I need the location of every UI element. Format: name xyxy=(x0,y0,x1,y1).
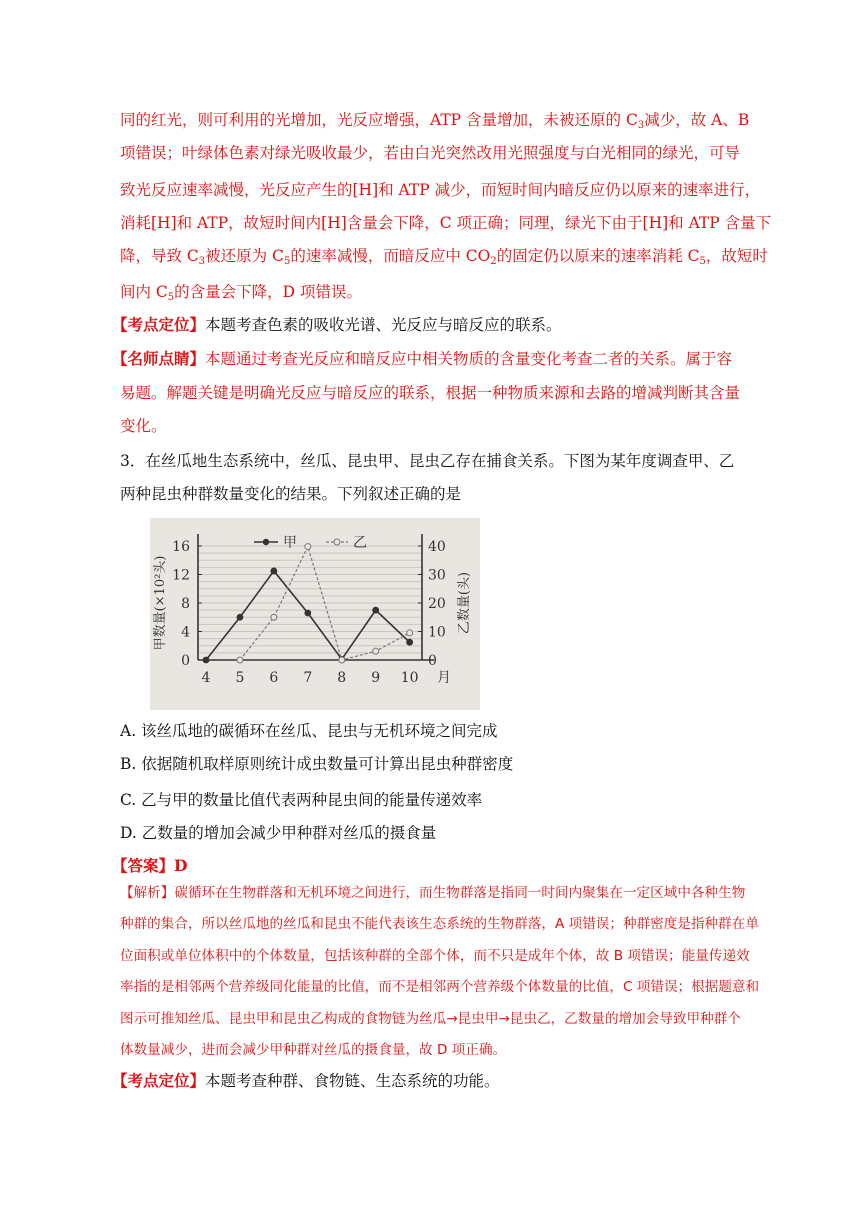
mingshi-section xyxy=(112,349,732,369)
data-point-jia xyxy=(270,568,277,575)
legend-marker-yi xyxy=(334,539,340,545)
question-line-2: 两种昆虫种群数量变化的结果。下列叙述正确的是 xyxy=(120,485,462,503)
x-tick-label: 7 xyxy=(303,670,313,686)
data-point-yi xyxy=(305,544,311,550)
data-point-yi xyxy=(373,648,379,654)
left-tick-label: 12 xyxy=(172,567,190,584)
data-point-yi xyxy=(407,630,413,636)
mingshi-line-3: 变化。 xyxy=(120,417,167,435)
left-tick-label: 8 xyxy=(181,596,190,612)
right-tick-label: 40 xyxy=(428,539,446,555)
right-tick-label: 20 xyxy=(428,596,446,612)
x-tick-label: 10 xyxy=(400,670,419,686)
kaodian-text-2: 本题考查种群、食物链、生态系统的功能。 xyxy=(205,1072,500,1090)
data-point-jia xyxy=(203,657,210,664)
x-tick-label: 4 xyxy=(201,670,211,686)
legend-label-yi: 乙 xyxy=(353,535,367,551)
left-tick-label: 4 xyxy=(181,624,190,641)
analysis-line-6: 体数量减少，进而会减少甲种群对丝瓜的摄食量，故 D 项正确。 xyxy=(120,1042,507,1058)
kaodian-text: 本题考查色素的吸收光谱、光反应与暗反应的联系。 xyxy=(205,316,562,334)
x-tick-label: 8 xyxy=(337,670,347,686)
left-tick-label: 0 xyxy=(181,653,190,669)
x-unit-label: 月 xyxy=(437,670,451,686)
x-tick-label: 5 xyxy=(235,670,245,686)
kaodian-section-2 xyxy=(112,1071,500,1091)
x-tick-label: 6 xyxy=(269,670,279,686)
data-point-yi xyxy=(339,657,345,663)
analysis-line-4: 率指的是相邻两个营养级同化能量的比值，而不是相邻两个营养级个体数量的比值，C 项错误；根据题意和 xyxy=(120,979,760,995)
right-axis-label: 乙数量(头) xyxy=(457,571,472,635)
data-point-jia xyxy=(406,639,413,646)
right-tick-label: 10 xyxy=(428,624,446,641)
explanation-line-2: 项错误；叶绿体色素对绿光吸收最少，若由白光突然改用光照强度与白光相同的绿光，可导 xyxy=(120,144,741,162)
analysis-line-5: 图示可推知丝瓜、昆虫甲和昆虫乙构成的食物链为丝瓜→昆虫甲→昆虫乙，乙数量的增加会导致甲种群个 xyxy=(120,1011,741,1027)
analysis-line-2: 种群的集合，所以丝瓜地的丝瓜和昆虫不能代表该生态系统的生物群落，A 项错误；种群密度是指种群在单 xyxy=(120,916,759,932)
chart-svg xyxy=(150,518,480,710)
data-point-yi xyxy=(271,614,277,620)
question-line-1: 3．在丝瓜地生态系统中，丝瓜、昆虫甲、昆虫乙存在捕食关系。下图为某年度调查甲、乙 xyxy=(120,452,735,470)
population-chart xyxy=(150,518,480,710)
option-b: B. 依据随机取样原则统计成虫数量可计算出昆虫种群密度 xyxy=(120,755,514,773)
kaodian-label: 【考点定位】 xyxy=(112,315,206,334)
data-point-jia xyxy=(372,607,379,614)
option-a: A. 该丝瓜地的碳循环在丝瓜、昆虫与无机环境之间完成 xyxy=(120,722,498,740)
legend-label-jia: 甲 xyxy=(283,535,297,551)
left-tick-label: 16 xyxy=(172,539,190,555)
right-tick-label: 30 xyxy=(428,567,446,584)
option-c: C. 乙与甲的数量比值代表两种昆虫间的能量传递效率 xyxy=(120,791,483,809)
mingshi-line-1: 本题通过考查光反应和暗反应中相关物质的含量变化考查二者的关系。属于容 xyxy=(205,350,733,368)
explanation-line-6: 间内 $C_5$的含量会下降，D 项错误。 xyxy=(120,283,363,303)
option-d: D. 乙数量的增加会减少甲种群对丝瓜的摄食量 xyxy=(120,824,437,842)
left-axis-label: 甲数量(×10²头) xyxy=(153,555,168,651)
kaodian-section-1 xyxy=(112,315,562,335)
explanation-line-3: 致光反应速率减慢，光反应产生的[H]和 ATP 减少，而短时间内暗反应仍以原来的速率进行， xyxy=(120,181,761,199)
explanation-line-5: 降，导致 $C_3$被还原为 $C_5$的速率减慢，而暗反应中 $CO_2$的固定仍以原来的速率消耗 $C_5$，故短时 xyxy=(120,247,768,267)
x-tick-label: 9 xyxy=(371,670,381,686)
analysis-line-1: 【解析】碳循环在生物群落和无机环境之间进行，而生物群落是指同一时间内聚集在一定区域中各种生物 xyxy=(120,885,746,901)
kaodian-label-2: 【考点定位】 xyxy=(112,1071,206,1090)
right-tick-label: 0 xyxy=(428,653,437,669)
explanation-line-1: 同的红光，则可利用的光增加，光反应增强，ATP 含量增加，未被还原的 $C_3$减少，故 A、B xyxy=(120,111,750,131)
data-point-jia xyxy=(237,614,244,621)
analysis-line-3: 位面积或单位体积中的个体数量，包括该种群的全部个体，而不只是成年个体，故 B 项错误；能量传递效 xyxy=(120,948,750,964)
answer-label: 【答案】D xyxy=(112,856,188,875)
legend-marker-jia xyxy=(263,539,269,545)
data-point-yi xyxy=(237,657,243,663)
question-number: 3． xyxy=(120,452,146,470)
explanation-line-4: 消耗[H]和 ATP，故短时间内[H]含量会下降，C 项正确；同理，绿光下由于[H]和 ATP 含量下 xyxy=(120,214,772,232)
data-point-jia xyxy=(304,610,311,617)
mingshi-line-2: 易题。解题关键是明确光反应与暗反应的联系，根据一种物质来源和去路的增减判断其含量 xyxy=(120,384,741,402)
mingshi-label: 【名师点睛】 xyxy=(112,349,206,368)
